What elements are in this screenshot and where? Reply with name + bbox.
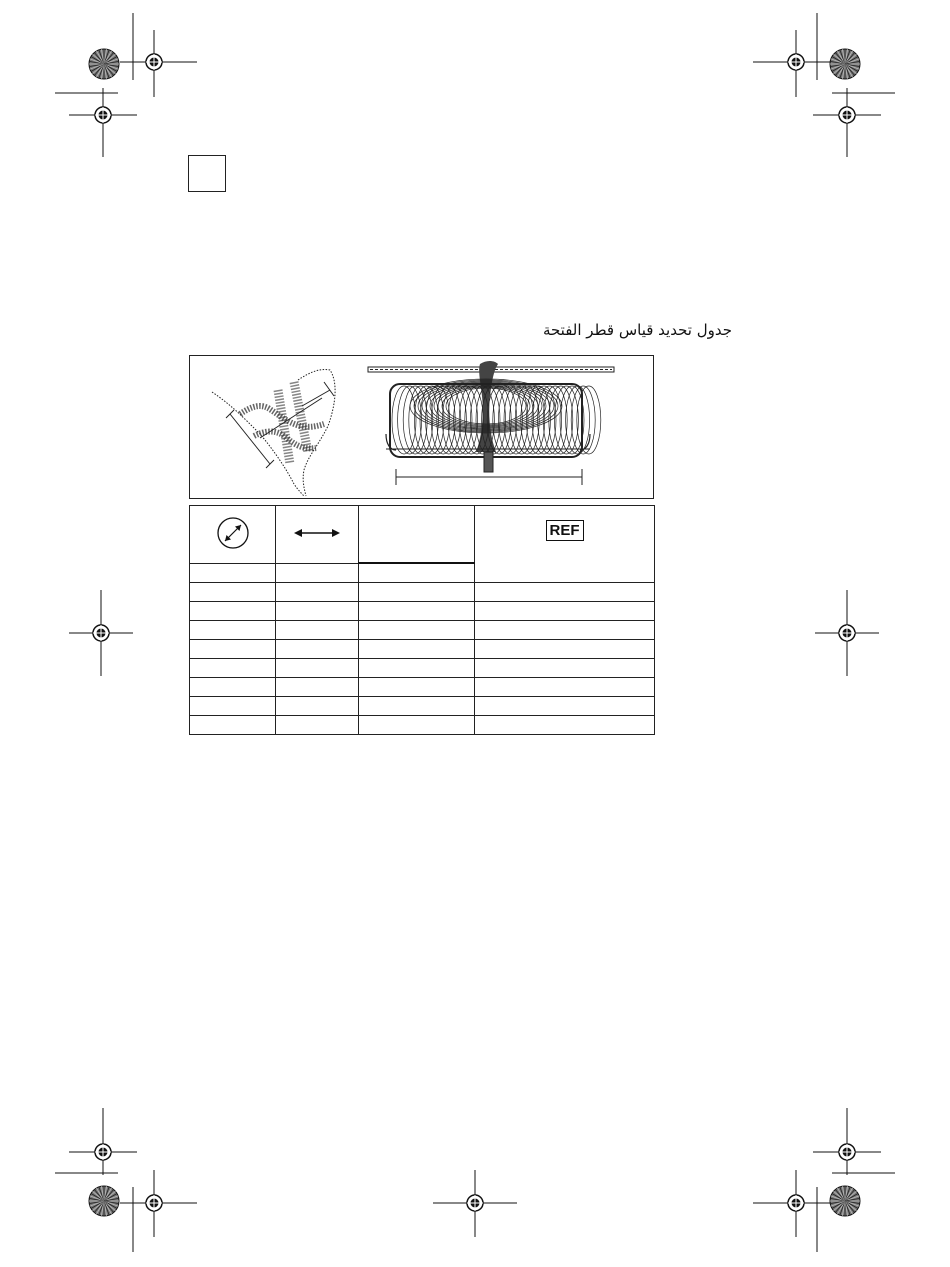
diameter-circle-icon xyxy=(216,516,250,550)
table-cell xyxy=(359,659,475,678)
table-cell xyxy=(359,697,475,716)
table-cell xyxy=(190,602,276,621)
table-cell xyxy=(276,678,359,697)
table-cell xyxy=(359,583,475,602)
table-cell xyxy=(276,697,359,716)
mesh-loop xyxy=(566,386,590,454)
table-cell xyxy=(475,716,655,735)
table-cell xyxy=(359,678,475,697)
double-arrow-icon xyxy=(294,527,340,539)
page-heading: جدول تحديد قياس قطر الفتحة xyxy=(542,321,732,339)
table-cell xyxy=(190,563,276,583)
table-cell xyxy=(276,640,359,659)
table-cell xyxy=(190,659,276,678)
starburst-mark xyxy=(830,49,860,79)
table-cell xyxy=(475,583,655,602)
table-row xyxy=(190,697,655,716)
table-cell xyxy=(276,602,359,621)
table-cell xyxy=(276,563,359,583)
table-cell xyxy=(190,583,276,602)
table-cell xyxy=(475,621,655,640)
table-cell xyxy=(190,621,276,640)
header-blank-cell xyxy=(359,506,475,564)
table-cell xyxy=(475,697,655,716)
table-cell xyxy=(359,716,475,735)
diameter-header-cell xyxy=(190,506,276,564)
table-cell xyxy=(475,640,655,659)
table-row xyxy=(190,602,655,621)
table-cell xyxy=(190,716,276,735)
table-row xyxy=(190,583,655,602)
table-header-row xyxy=(190,506,655,564)
starburst-mark xyxy=(830,1186,860,1216)
defect-cross-section xyxy=(212,369,335,496)
table-row xyxy=(190,621,655,640)
table-cell xyxy=(190,697,276,716)
sizing-table xyxy=(189,505,655,735)
occluder-illustration xyxy=(190,356,653,498)
mesh-loop xyxy=(571,386,595,454)
starburst-mark xyxy=(89,1186,119,1216)
table-cell xyxy=(276,621,359,640)
ref-header-cell xyxy=(475,506,655,583)
device-illustration-frame xyxy=(189,355,654,499)
table-cell xyxy=(475,602,655,621)
length-header-cell xyxy=(276,506,359,564)
table-row xyxy=(190,716,655,735)
table-row xyxy=(190,640,655,659)
table-cell xyxy=(359,563,475,583)
ref-label: REF xyxy=(546,520,584,541)
corner-box xyxy=(188,155,226,192)
starburst-mark xyxy=(89,49,119,79)
table-cell xyxy=(190,678,276,697)
table-cell xyxy=(190,640,276,659)
occluder-device xyxy=(368,361,614,485)
table-cell xyxy=(276,583,359,602)
table-row xyxy=(190,678,655,697)
table-cell xyxy=(359,602,475,621)
table-cell xyxy=(276,716,359,735)
table-cell xyxy=(475,659,655,678)
table-cell xyxy=(276,659,359,678)
table-cell xyxy=(359,640,475,659)
table-cell xyxy=(475,678,655,697)
table-row xyxy=(190,659,655,678)
table-cell xyxy=(359,621,475,640)
